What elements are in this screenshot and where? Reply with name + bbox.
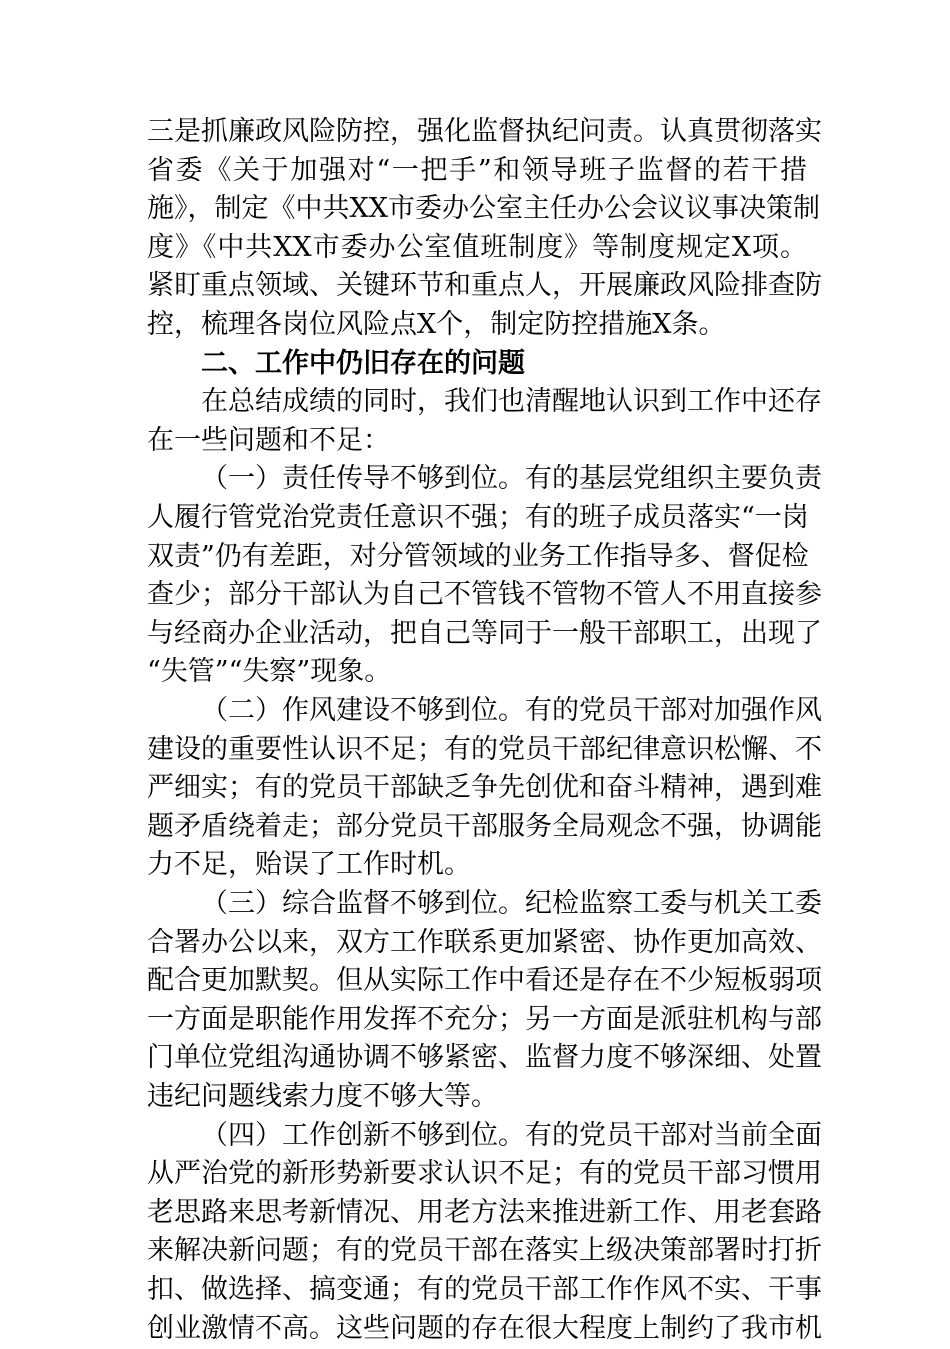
- text-line: 题矛盾绕着走；部分党员干部服务全局观念不强，协调能: [147, 811, 822, 842]
- text-line: “失管”“失察”现象。: [147, 656, 392, 687]
- text-line: 严细实；有的党员干部缺乏争先创优和奋斗精神，遇到难: [147, 772, 822, 803]
- text-line: 一方面是职能作用发挥不充分；另一方面是派驻机构与部: [147, 1004, 822, 1035]
- text-line: 扣、做选择、搞变通；有的党员干部工作作风不实、干事: [147, 1274, 822, 1305]
- text-line: 双责”仍有差距，对分管领域的业务工作指导多、督促检: [147, 541, 809, 572]
- text-line: 力不足，贻误了工作时机。: [147, 849, 471, 880]
- text-line: 违纪问题线索力度不够大等。: [147, 1081, 498, 1112]
- text-line: 省委《关于加强对“一把手”和领导班子监督的若干措: [147, 155, 807, 186]
- text-line: 来解决新问题；有的党员干部在落实上级决策部署时打折: [147, 1235, 822, 1266]
- text-line: 度》《中共XX市委办公室值班制度》等制度规定X项。: [147, 232, 807, 263]
- paragraph-first-line: （二）作风建设不够到位。有的党员干部对加强作风: [201, 695, 822, 726]
- text-line: 建设的重要性认识不足；有的党员干部纪律意识松懈、不: [147, 734, 822, 765]
- text-line: 老思路来思考新情况、用老方法来推进新工作、用老套路: [147, 1197, 822, 1228]
- text-line: 三是抓廉政风险防控，强化监督执纪问责。认真贯彻落实: [147, 116, 822, 147]
- text-line: 施》，制定《中共XX市委办公室主任办公会议议事决策制: [147, 193, 820, 224]
- paragraph-first-line: （四）工作创新不够到位。有的党员干部对当前全面: [201, 1120, 822, 1151]
- section-heading: 二、工作中仍旧存在的问题: [201, 348, 525, 379]
- text-line: 在一些问题和不足：: [147, 425, 390, 456]
- text-line: 人履行管党治党责任意识不强；有的班子成员落实“一岗: [147, 502, 809, 533]
- text-line: 查少；部分干部认为自己不管钱不管物不管人不用直接参: [147, 579, 822, 610]
- text-line: 从严治党的新形势新要求认识不足；有的党员干部习惯用: [147, 1158, 822, 1189]
- text-line: 门单位党组沟通协调不够紧密、监督力度不够深细、处置: [147, 1042, 822, 1073]
- text-line: 创业激情不高。这些问题的存在很大程度上制约了我市机: [147, 1313, 822, 1344]
- paragraph-first-line: （一）责任传导不够到位。有的基层党组织主要负责: [201, 463, 822, 494]
- text-line: 紧盯重点领域、关键环节和重点人，开展廉政风险排查防: [147, 270, 822, 301]
- text-line: 与经商办企业活动，把自己等同于一般干部职工，出现了: [147, 618, 822, 649]
- paragraph-first-line: 在总结成绩的同时，我们也清醒地认识到工作中还存: [201, 386, 822, 417]
- text-line: 合署办公以来，双方工作联系更加紧密、协作更加高效、: [147, 927, 822, 958]
- paragraph-first-line: （三）综合监督不够到位。纪检监察工委与机关工委: [201, 888, 822, 919]
- text-line: 配合更加默契。但从实际工作中看还是存在不少短板弱项: [147, 965, 822, 996]
- text-line: 控，梳理各岗位风险点X个，制定防控措施X条。: [147, 309, 726, 340]
